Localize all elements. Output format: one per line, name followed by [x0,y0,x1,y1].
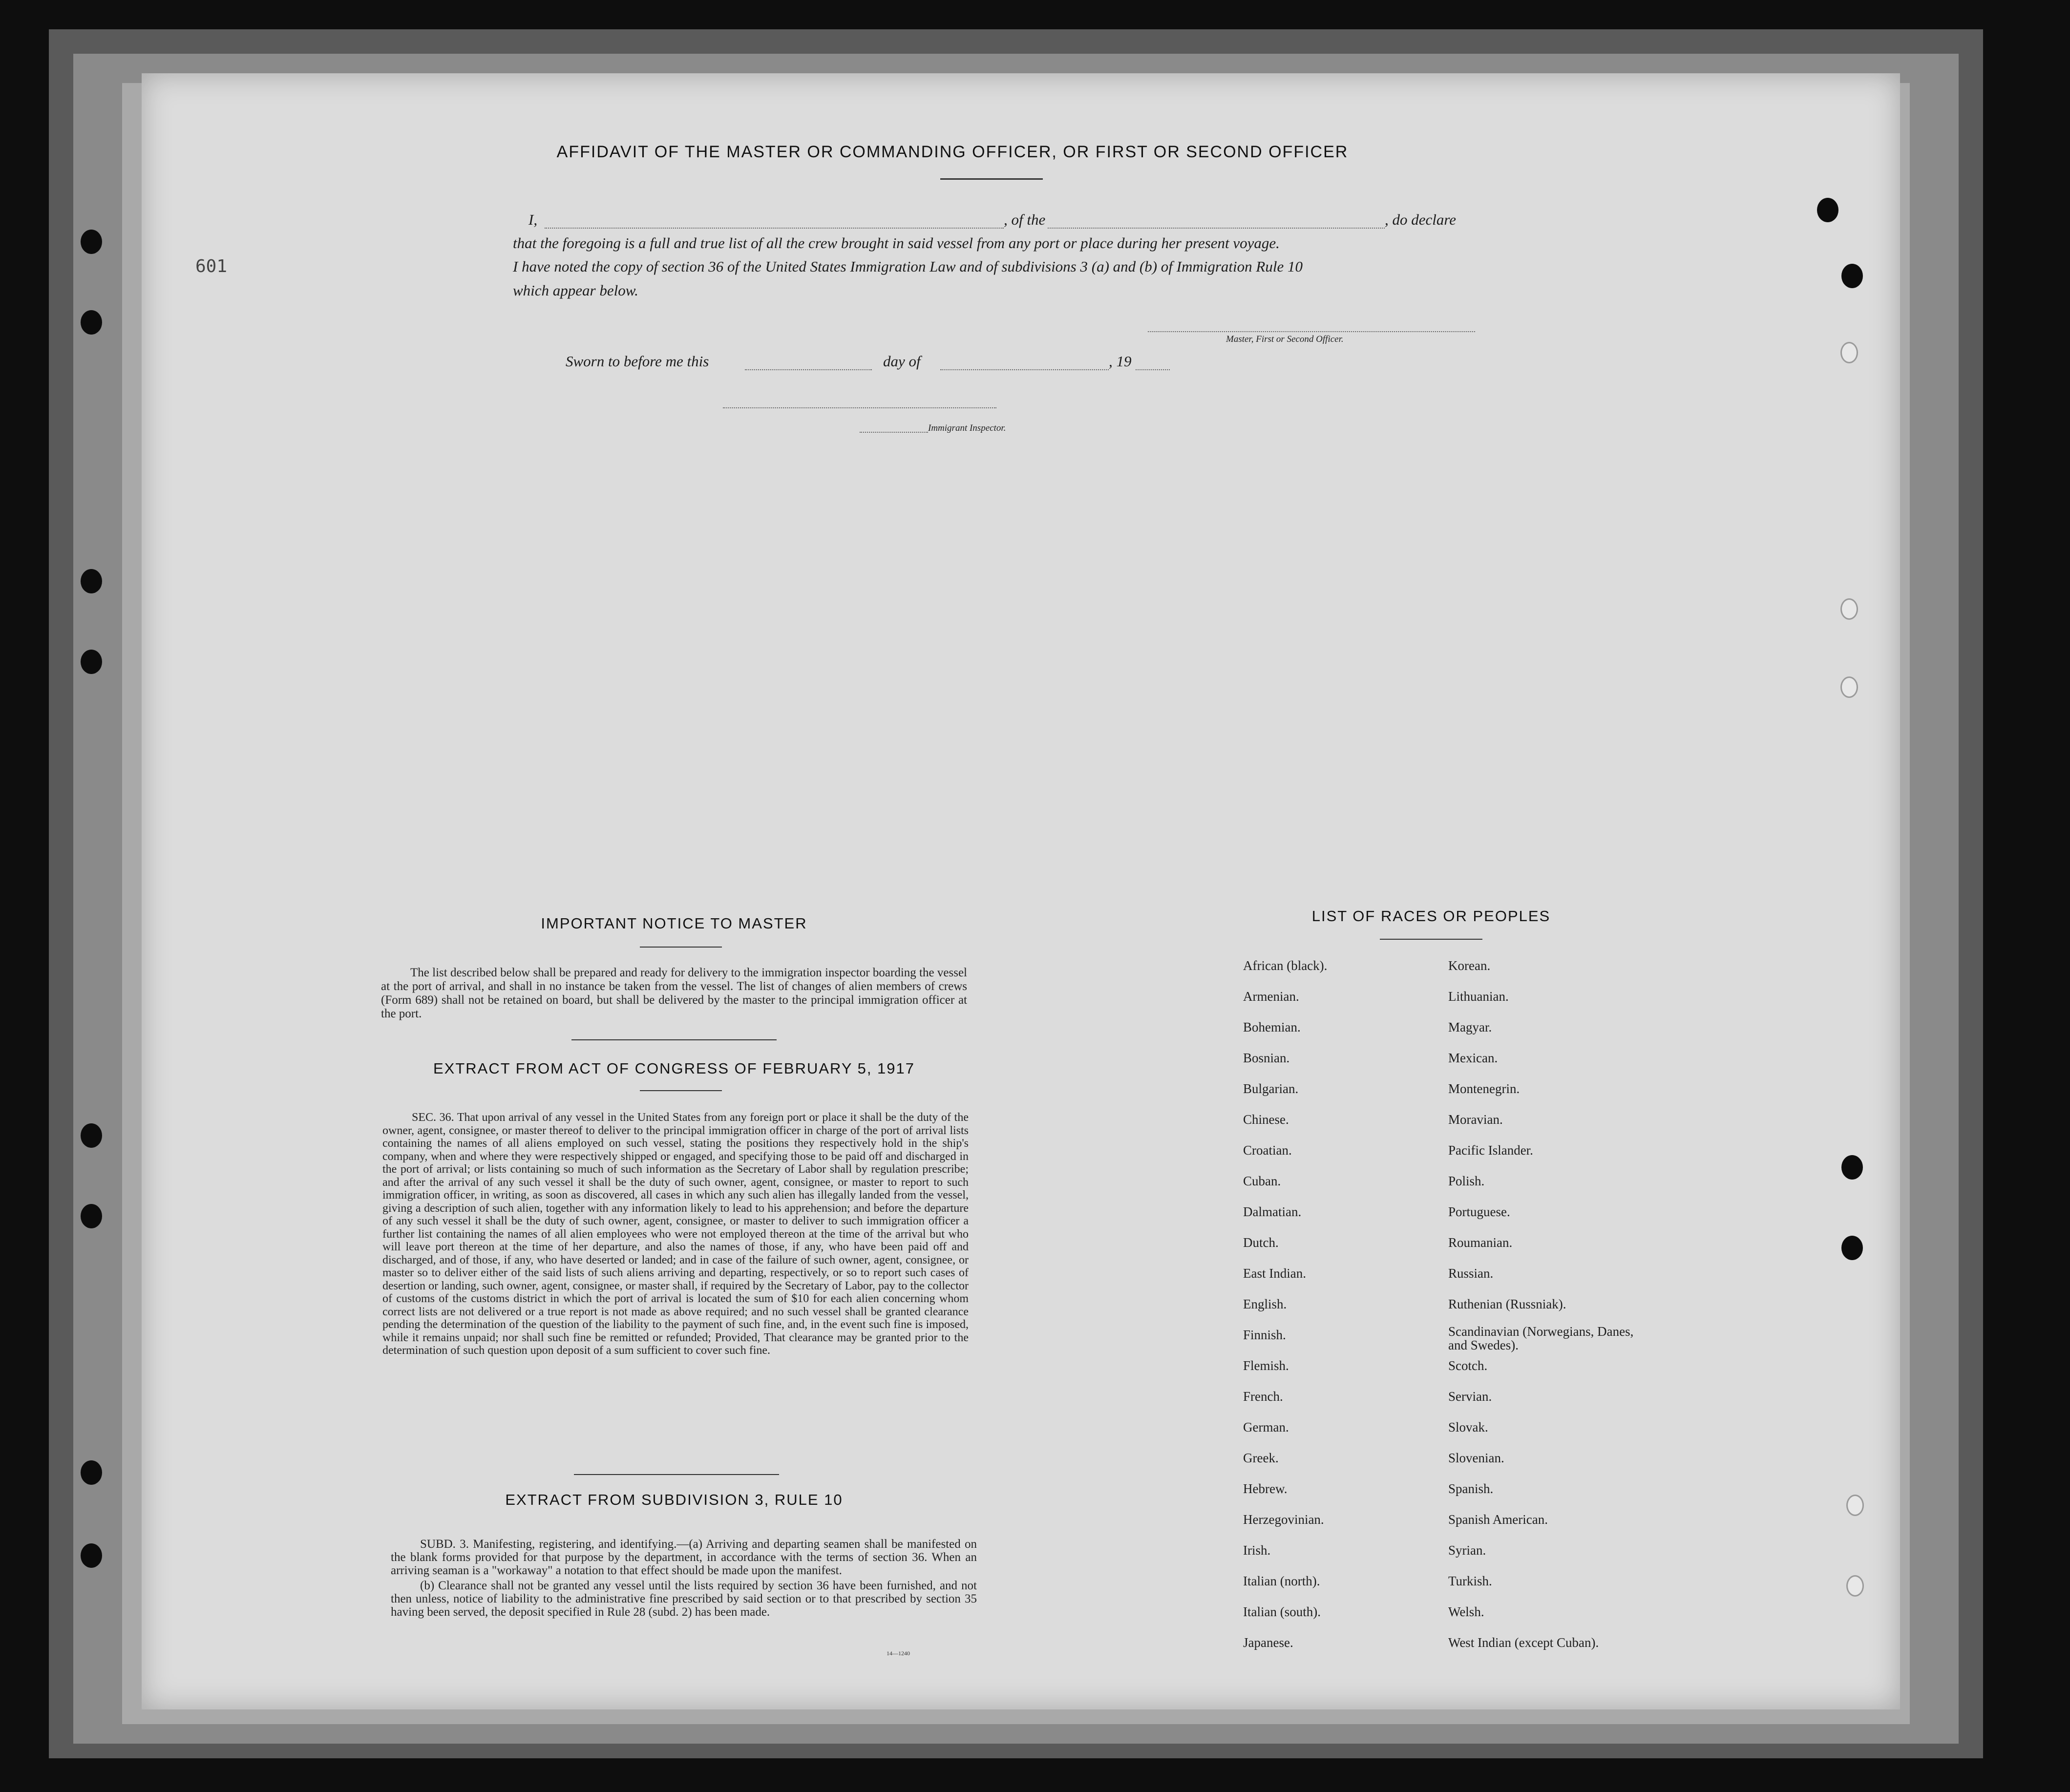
race-item: Scotch. [1448,1358,1488,1373]
punch-hole-icon [1841,1236,1863,1260]
name-blank-line [545,228,1004,229]
race-item: Spanish American. [1448,1512,1548,1527]
punch-hole-icon [81,1204,102,1228]
manifest-page [142,73,1900,1709]
race-item: Montenegrin. [1448,1081,1520,1096]
act-text: SEC. 36. That upon arrival of any vessel in the United States from any foreign port or place it shall be the duty of the owner, agent, consignee, or master thereof to deliver to the principal immigration officer in charge of the port of arrival lists containing the names of all aliens employed on such vessel, stating the positions they respectively hold in the ship's company, when and where they were respectively shipped or engaged, and specifying those to be paid off and discharged in the port of arrival; or lists containing so much of such information as the Secretary of Labor shall by regulation prescribe; and after the arrival of any such vessel it shall be the duty of such owner, agent, consignee, or master to report to such immigration officer, in writing, as soon as discovered, all cases in which any such alien has illegally landed from the vessel, giving a description of such alien, together with any information likely to lead to his apprehension; and before the departure of any such vessel it shall be the duty of such owner, agent, consignee, or master to deliver to such immigration officer a further list containing the names of all alien employees who were not employed thereon at the time of the arrival but who will leave port thereon at the time of her departure, and also the names of those, if any, who have been paid off and discharged, and of those, if any, who have deserted or landed; and in case of the failure of such owner, agent, consignee, or master so to deliver either of the said lists of such aliens arriving and departing, respectively, or so to report such cases of desertion or landing, such owner, agent, consignee, or master shall, if required by the Secretary of Labor, pay to the collector of customs of the customs district in which the port of arrival is located the sum of $10 for each alien concerning whom correct lists are not delivered or a true report is not made as above required; and no such vessel shall be granted clearance pending the determination of the question of the liability to the payment of such fine, and, in the event such fine is imposed, while it remains unpaid; nor shall such fine be remitted or refunded; Provided, That clearance may be granted prior to the determination of such question upon deposit of a sum sufficient to cover such fine. [382,1111,969,1357]
notice-end-rule [571,1039,777,1040]
punch-hole-icon [1840,342,1858,363]
race-item: Dalmatian. [1243,1204,1302,1219]
race-item: Moravian. [1448,1112,1503,1127]
race-item: Portuguese. [1448,1204,1510,1219]
race-item: East Indian. [1243,1266,1306,1281]
year-blank-line [1136,369,1170,370]
race-item: Armenian. [1243,989,1299,1004]
race-item: Ruthenian (Russniak). [1448,1297,1566,1311]
race-item: West Indian (except Cuban). [1448,1635,1599,1650]
punch-hole-icon [81,1123,102,1148]
race-item: English. [1243,1297,1287,1311]
punch-hole-icon [81,569,102,593]
race-item: Flemish. [1243,1358,1289,1373]
race-item: Hebrew. [1243,1481,1288,1496]
rule-text-b: (b) Clearance shall not be granted any vessel until the lists required by section 36 have been furnished, and not then unless, notice of liability to the administrative fine prescribed by said section or to that prescribed by section 35 having been served, the deposit specified in Rule 28 (subd. 2) has been made. [391,1579,977,1619]
affidavit-title: AFFIDAVIT OF THE MASTER OR COMMANDING OFFICER, OR FIRST OR SECOND OFFICER [556,143,1349,161]
rule-text-a: SUBD. 3. Manifesting, registering, and identifying.—(a) Arriving and departing seamen shall be manifested on the blank forms provided for that purpose by the department, in accordance with the terms of section 36. When an arriving seaman is a "workaway" a notation to that effect should be made upon the manifest. [391,1538,977,1577]
punch-hole-icon [1846,1575,1864,1597]
race-item: Bohemian. [1243,1020,1301,1034]
act-rule [640,1090,722,1091]
race-item: Herzegovinian. [1243,1512,1324,1527]
race-item: Scandinavian (Norwegians, Danes, and Swedes). [1448,1324,1634,1352]
punch-hole-icon [1817,198,1838,222]
race-item: Pacific Islander. [1448,1143,1533,1158]
affidavit-line-4: which appear below. [513,282,638,299]
affidavit-i-label: I, [528,211,538,228]
punch-hole-icon [81,310,102,335]
title-rule [940,178,1043,180]
races-rule [1380,939,1482,940]
punch-hole-icon [1846,1495,1864,1516]
punch-hole-icon [81,650,102,674]
day-blank-line [745,369,872,370]
notice-text: The list described below shall be prepared and ready for delivery to the immigration inspector boarding the vessel at the port of arrival, and shall in no instance be taken from the vessel. The list of changes of alien members of crews (Form 689) shall not be retained on board, but shall be delivered by the master to the principal immigration officer at the port. [381,966,967,1020]
race-item: Dutch. [1243,1235,1279,1250]
punch-hole-icon [81,230,102,254]
race-item: German. [1243,1420,1289,1434]
affidavit-of-the-label: , of the [1004,211,1046,228]
race-item: Magyar. [1448,1020,1492,1034]
race-item: Roumanian. [1448,1235,1513,1250]
affidavit-line-2: that the foregoing is a full and true list of all the crew brought in said vessel from any port or place during her present voyage. [513,234,1280,252]
race-item: Russian. [1448,1266,1494,1281]
act-paragraph [382,1111,969,1359]
race-item: Spanish. [1448,1481,1494,1496]
race-item: Turkish. [1448,1574,1492,1588]
affidavit-line-3: I have noted the copy of section 36 of the United States Immigration Law and of subdivisions 3 (a) and (b) of Immigration Rule 10 [513,258,1303,275]
punch-hole-icon [81,1460,102,1485]
inspector-blank-line-1 [723,407,996,408]
race-item: Korean. [1448,958,1491,973]
race-item: Chinese. [1243,1112,1289,1127]
punch-hole-icon [1841,1155,1863,1180]
race-item: African (black). [1243,958,1328,973]
race-item: Slovak. [1448,1420,1488,1434]
punch-hole-icon [81,1543,102,1568]
race-item: Finnish. [1243,1328,1286,1342]
notice-paragraph [381,966,967,1023]
punch-hole-icon [1841,264,1863,288]
rule-title: EXTRACT FROM SUBDIVISION 3, RULE 10 [505,1491,843,1508]
sworn-day-of: day of [883,353,921,370]
race-item: Irish. [1243,1543,1271,1558]
sworn-year: , 19 [1109,353,1132,370]
race-item: Polish. [1448,1174,1485,1188]
race-item: Japanese. [1243,1635,1293,1650]
race-item: Bosnian. [1243,1051,1290,1065]
race-item: Greek. [1243,1451,1279,1465]
rule-paragraph [391,1538,977,1621]
race-item: Italian (north). [1243,1574,1320,1588]
signature-blank-line [1148,331,1475,332]
act-end-rule [574,1474,779,1475]
act-title: EXTRACT FROM ACT OF CONGRESS OF FEBRUARY 5, 1917 [433,1060,915,1077]
race-item: Welsh. [1448,1604,1484,1619]
notice-rule [640,947,722,948]
month-blank-line [940,369,1109,370]
punch-hole-icon [1840,676,1858,698]
race-item: Servian. [1448,1389,1492,1404]
race-item: Croatian. [1243,1143,1292,1158]
race-item: Mexican. [1448,1051,1498,1065]
inspector-caption: Immigrant Inspector. [928,423,1006,433]
race-item: French. [1243,1389,1283,1404]
race-item: Syrian. [1448,1543,1486,1558]
sworn-prefix: Sworn to before me this [566,353,709,370]
margin-stamp: 601 [195,256,228,276]
race-item: Italian (south). [1243,1604,1321,1619]
race-item: Cuban. [1243,1174,1281,1188]
vessel-blank-line [1048,228,1385,229]
race-item: Bulgarian. [1243,1081,1299,1096]
signature-caption: Master, First or Second Officer. [1226,334,1344,344]
form-number: 14—1240 [887,1650,910,1657]
affidavit-declare-label: , do declare [1385,211,1457,228]
inspector-blank-line-2 [860,432,928,433]
race-item: Slovenian. [1448,1451,1504,1465]
race-item: Lithuanian. [1448,989,1509,1004]
punch-hole-icon [1840,598,1858,620]
races-title: LIST OF RACES OR PEOPLES [1311,907,1551,925]
notice-title: IMPORTANT NOTICE TO MASTER [541,915,807,932]
